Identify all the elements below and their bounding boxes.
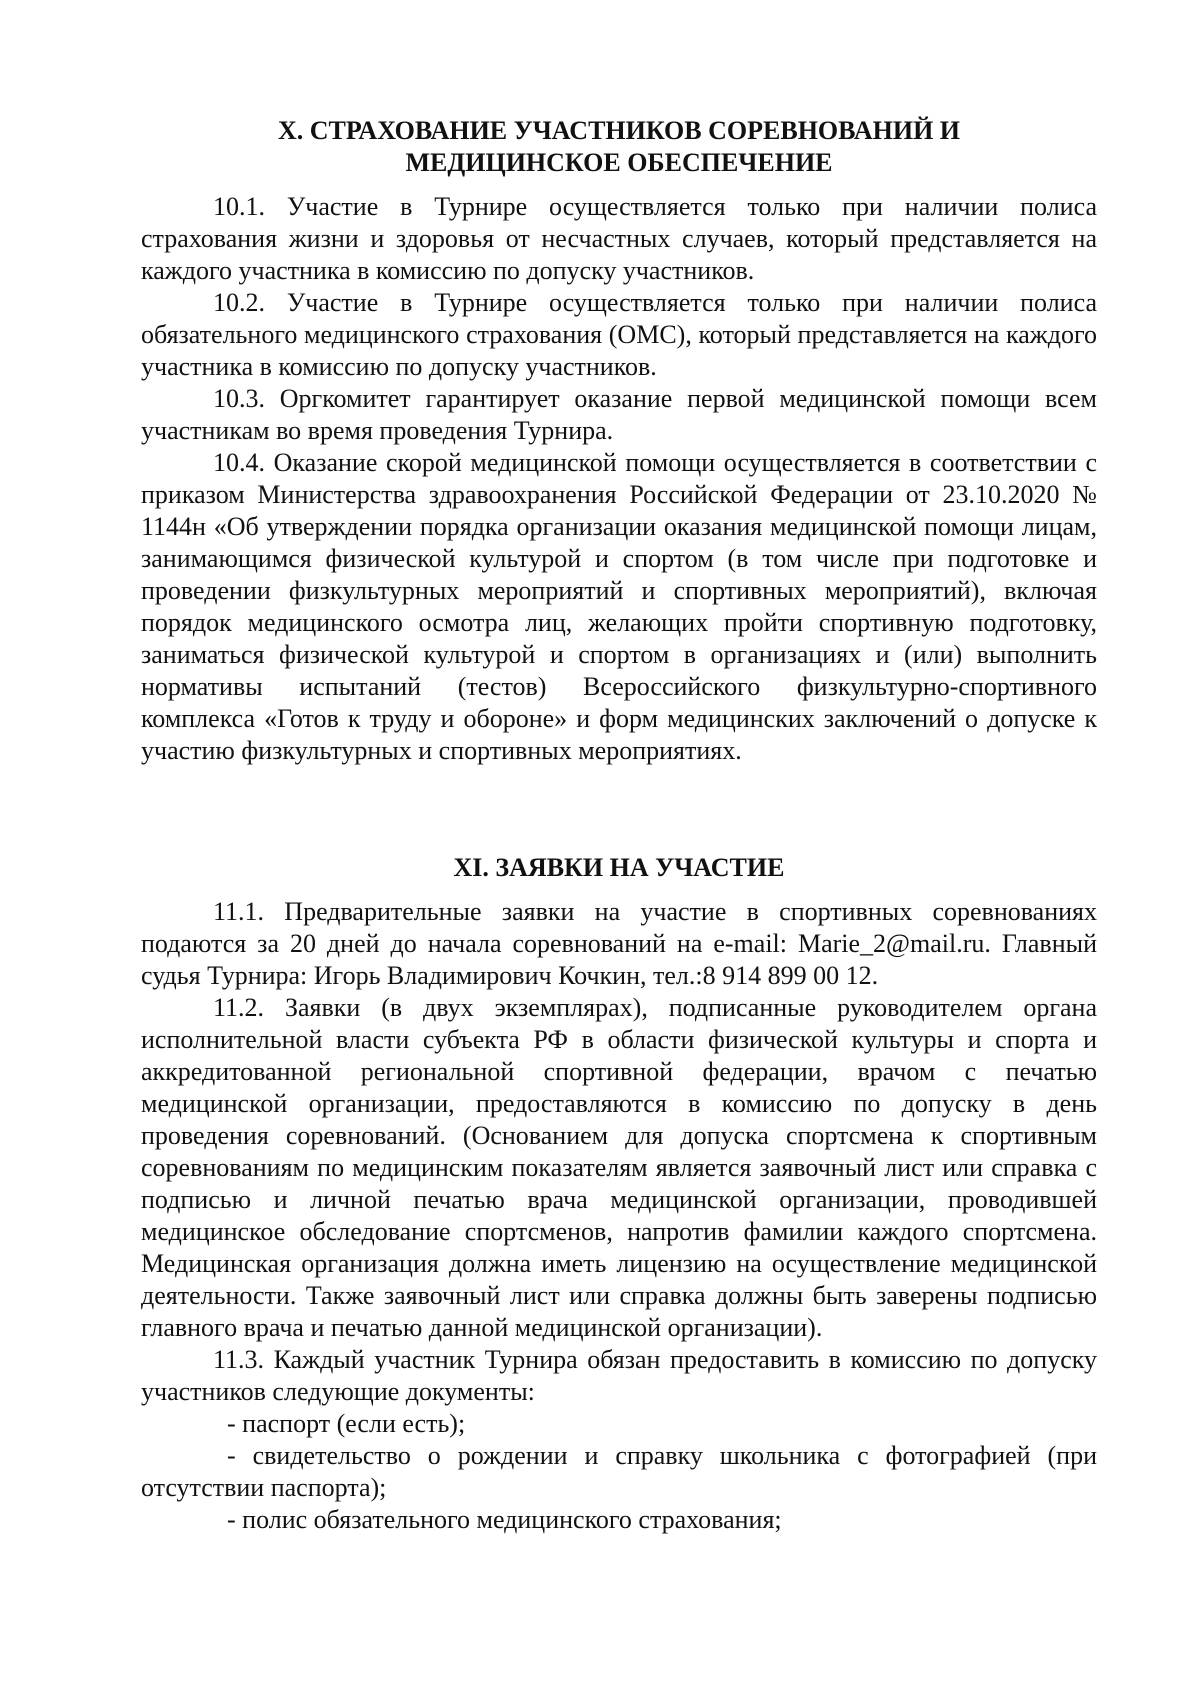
section-10-body	[141, 191, 1097, 767]
paragraph-10-4: 10.4. Оказание скорой медицинской помощи осуществляется в соответствии с приказом Министерства здравоохранения Российской Федерации от 23.10.2020 № 1144н «Об утверждении порядка организации оказания медицинской помощи лицам, занимающимся физической культурой и спортом (в том числе при подготовке и проведении физкультурных мероприятий и спортивных мероприятий), включая порядок медицинского осмотра лиц, желающих пройти спортивную подготовку, заниматься физической культурой и спортом в организациях и (или) выполнить нормативы испытаний (тестов) Всероссийского физкультурно-спортивного комплекса «Готов к труду и обороне» и форм медицинских заключений о допуске к участию физкультурных и спортивных мероприятиях.	[141, 448, 1097, 765]
section-10-title-line-1: X. СТРАХОВАНИЕ УЧАСТНИКОВ СОРЕВНОВАНИЙ И	[277, 116, 961, 145]
list-item-birth-certificate: - свидетельство о рождении и справку школьника с фотографией (при отсутствии паспорта);	[141, 1441, 1097, 1502]
section-10-heading	[141, 115, 1097, 179]
section-11-heading: XI. ЗАЯВКИ НА УЧАСТИЕ	[453, 853, 785, 882]
paragraph-10-2: 10.2. Участие в Турнире осуществляется только при наличии полиса обязательного медицинского страхования (ОМС), который представляется на каждого участника в комиссию по допуску участников.	[141, 288, 1097, 381]
list-item-passport: - паспорт (если есть);	[227, 1409, 466, 1438]
list-item-insurance-policy: - полис обязательного медицинского страхования;	[227, 1505, 782, 1534]
paragraph-11-3: 11.3. Каждый участник Турнира обязан предоставить в комиссию по допуску участников следующие документы:	[141, 1345, 1097, 1406]
paragraph-10-3: 10.3. Оргкомитет гарантирует оказание первой медицинской помощи всем участникам во время проведения Турнира.	[141, 384, 1097, 445]
paragraph-10-1: 10.1. Участие в Турнире осуществляется только при наличии полиса страхования жизни и здоровья от несчастных случаев, который представляется на каждого участника в комиссию по допуску участников.	[141, 192, 1097, 285]
paragraph-11-1: 11.1. Предварительные заявки на участие в спортивных соревнованиях подаются за 20 дней до начала соревнований на e-mail: Marie_2@mail.ru. Главный судья Турнира: Игорь Владимирович Кочкин, тел.:8 914 899 00 12.	[141, 897, 1097, 990]
section-11-body	[141, 896, 1097, 1536]
paragraph-11-2: 11.2. Заявки (в двух экземплярах), подписанные руководителем органа исполнительной власти субъекта РФ в области физической культуры и спорта и аккредитованной региональной спортивной федерации, врачом с печатью медицинской организации, предоставляются в комиссию по допуску в день проведения соревнований. (Основанием для допуска спортсмена к спортивным соревнованиям по медицинским показателям является заявочный лист или справка с подписью и личной печатью врача медицинской организации, проводившей медицинское обследование спортсменов, напротив фамилии каждого спортсмена. Медицинская организация должна иметь лицензию на осуществление медицинской деятельности. Также заявочный лист или справка должны быть заверены подписью главного врача и печатью данной медицинской организации).	[141, 993, 1097, 1342]
section-10-title-line-2: МЕДИЦИНСКОЕ ОБЕСПЕЧЕНИЕ	[405, 148, 833, 177]
